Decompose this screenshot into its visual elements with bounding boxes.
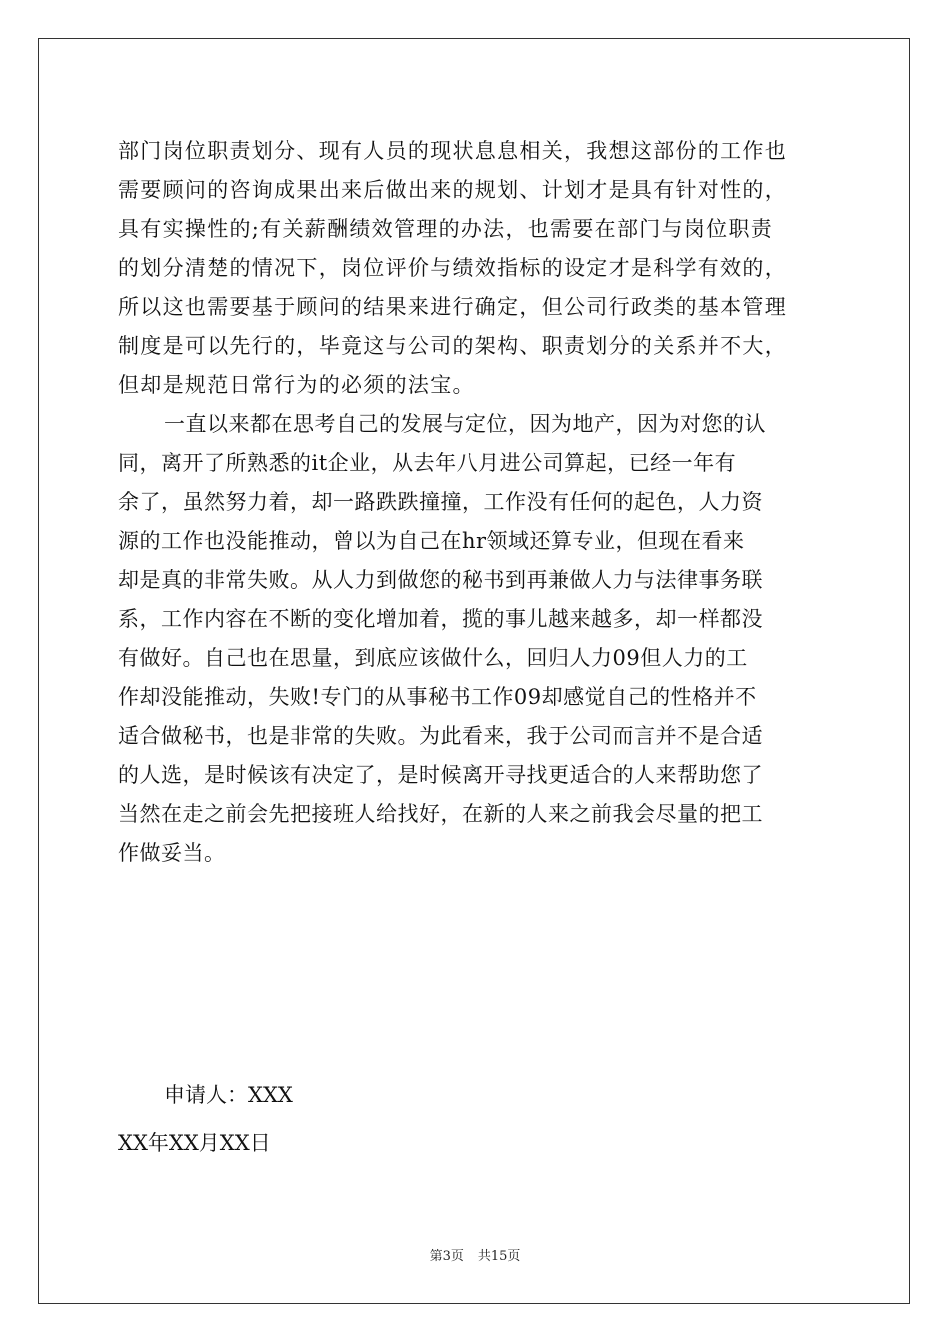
page-number: 第3页 bbox=[429, 1249, 464, 1264]
paragraph-line: 的划分清楚的情况下，岗位评价与绩效指标的设定才是科学有效的， bbox=[118, 256, 787, 280]
paragraph-line: 制度是可以先行的，毕竟这与公司的架构、职责划分的关系并不大， bbox=[118, 334, 787, 358]
paragraph-line: 一直以来都在思考自己的发展与定位，因为地产，因为对您的认 bbox=[164, 412, 766, 436]
paragraph-line: 所以这也需要基于顾问的结果来进行确定，但公司行政类的基本管理 bbox=[118, 295, 787, 319]
paragraph-line: 作却没能推动，失败!专门的从事秘书工作09却感觉自己的性格并不 bbox=[118, 685, 757, 709]
paragraph-2 bbox=[118, 405, 838, 873]
paragraph-line: 具有实操性的;有关薪酬绩效管理的办法，也需要在部门与岗位职责 bbox=[118, 217, 774, 241]
paragraph-line: 同，离开了所熟悉的it企业，从去年八月进公司算起，已经一年有 bbox=[118, 451, 737, 475]
paragraph-line: 有做好。自己也在思量，到底应该做什么，回归人力09但人力的工 bbox=[118, 646, 748, 670]
paragraph-line: 却是真的非常失败。从人力到做您的秘书到再兼做人力与法律事务联 bbox=[118, 568, 763, 592]
paragraph-line: 作做妥当。 bbox=[118, 841, 226, 865]
paragraph-line: 余了，虽然努力着，却一路跌跌撞撞，工作没有任何的起色，人力资 bbox=[118, 490, 763, 514]
paragraph-line: 适合做秘书，也是非常的失败。为此看来，我于公司而言并不是合适 bbox=[118, 724, 763, 748]
paragraph-line: 源的工作也没能推动，曾以为自己在hr领域还算专业，但现在看来 bbox=[118, 529, 745, 553]
document-body bbox=[118, 132, 838, 873]
paragraph-line: 当然在走之前会先把接班人给找好，在新的人来之前我会尽量的把工 bbox=[118, 802, 763, 826]
paragraph-line: 部门岗位职责划分、现有人员的现状息息相关，我想这部份的工作也 bbox=[118, 139, 787, 163]
paragraph-line: 但却是规范日常行为的必须的法宝。 bbox=[118, 373, 475, 397]
applicant-signature: 申请人：XXX bbox=[164, 1083, 293, 1107]
paragraph-1 bbox=[118, 132, 838, 405]
signature-date: XX年XX月XX日 bbox=[118, 1131, 271, 1155]
paragraph-line: 的人选，是时候该有决定了，是时候离开寻找更适合的人来帮助您了 bbox=[118, 763, 763, 787]
page-total: 共15页 bbox=[477, 1249, 521, 1264]
paragraph-line: 系，工作内容在不断的变化增加着，揽的事儿越来越多，却一样都没 bbox=[118, 607, 763, 631]
paragraph-line: 需要顾问的咨询成果出来后做出来的规划、计划才是具有针对性的， bbox=[118, 178, 787, 202]
page-footer bbox=[0, 1247, 950, 1267]
